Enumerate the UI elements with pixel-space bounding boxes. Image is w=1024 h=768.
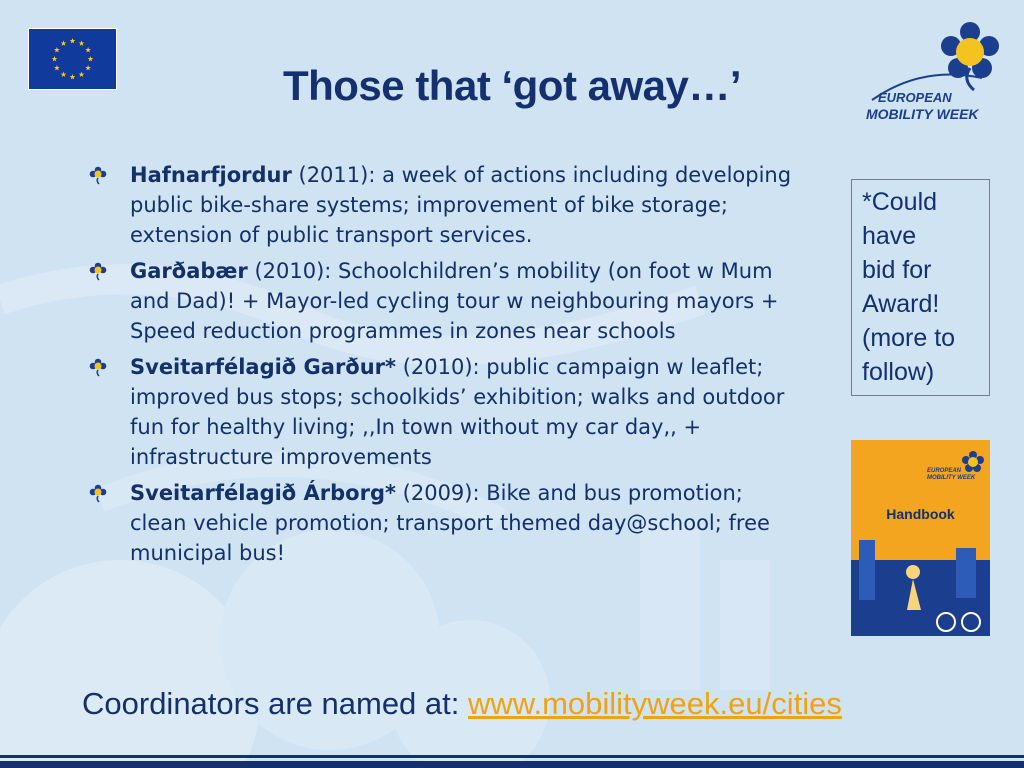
handbook-logo-line2: MOBILITY WEEK	[927, 475, 976, 481]
flower-bullet-icon	[88, 165, 108, 185]
bottom-divider	[0, 755, 1024, 758]
flower-bullet-icon	[88, 357, 108, 377]
eu-star-icon	[61, 40, 67, 45]
eu-star-icon	[85, 47, 91, 52]
bullet-text: (2009): Bike and bus promotion; clean vehicle promotion; transport themed day@school; free municipal bus!	[130, 481, 770, 565]
eu-star-icon	[88, 56, 94, 61]
list-item	[88, 352, 806, 472]
eu-star-icon	[54, 47, 60, 52]
coordinators-footer	[82, 686, 842, 722]
bullet-list	[88, 160, 806, 574]
award-callout-box	[851, 179, 990, 396]
eu-star-icon	[52, 56, 58, 61]
bullet-name: Garðabær	[130, 259, 248, 283]
eu-star-icon	[70, 38, 76, 43]
bullet-name: Sveitarfélagið Garður*	[130, 355, 397, 379]
bullet-text: (2011): a week of actions including developing public bike-share systems; improvement of bike storage; extension of public transport services.	[130, 163, 792, 247]
logo-line1: EUROPEAN	[878, 90, 952, 105]
logo-line2: MOBILITY WEEK	[866, 106, 979, 122]
handbook-logo-line1: EUROPEAN	[927, 468, 962, 474]
footer-prefix: Coordinators are named at:	[82, 686, 468, 721]
list-item	[88, 160, 806, 250]
list-item	[88, 256, 806, 346]
handbook-logo-text	[927, 468, 975, 482]
handbook-cover-image	[851, 440, 990, 636]
list-item	[88, 478, 806, 568]
bullet-text: (2010): Schoolchildren’s mobility (on foot w Mum and Dad)! + Mayor-led cycling tour w neighbouring mayors + Speed reduction programmes in zones near schools	[130, 259, 779, 343]
eu-star-icon	[79, 40, 85, 45]
cities-link[interactable]: www.mobilityweek.eu/cities	[468, 686, 842, 721]
flower-bullet-icon	[88, 483, 108, 503]
slide-title: Those that ‘got away…’	[282, 62, 742, 109]
callout-text: *Could have bid for Award! (more to follow)	[862, 188, 956, 386]
flower-bullet-icon	[88, 261, 108, 281]
bullet-name: Sveitarfélagið Árborg*	[130, 481, 396, 505]
handbook-label: Handbook	[886, 506, 955, 522]
bullet-text: (2010): public campaign w leaflet; improved bus stops; schoolkids’ exhibition; walks and outdoor fun for healthy living; ,,In town without my car day,, + infrastructure improvements	[130, 355, 785, 469]
bullet-name: Hafnarfjordur	[130, 163, 292, 187]
bottom-bar	[0, 761, 1024, 768]
